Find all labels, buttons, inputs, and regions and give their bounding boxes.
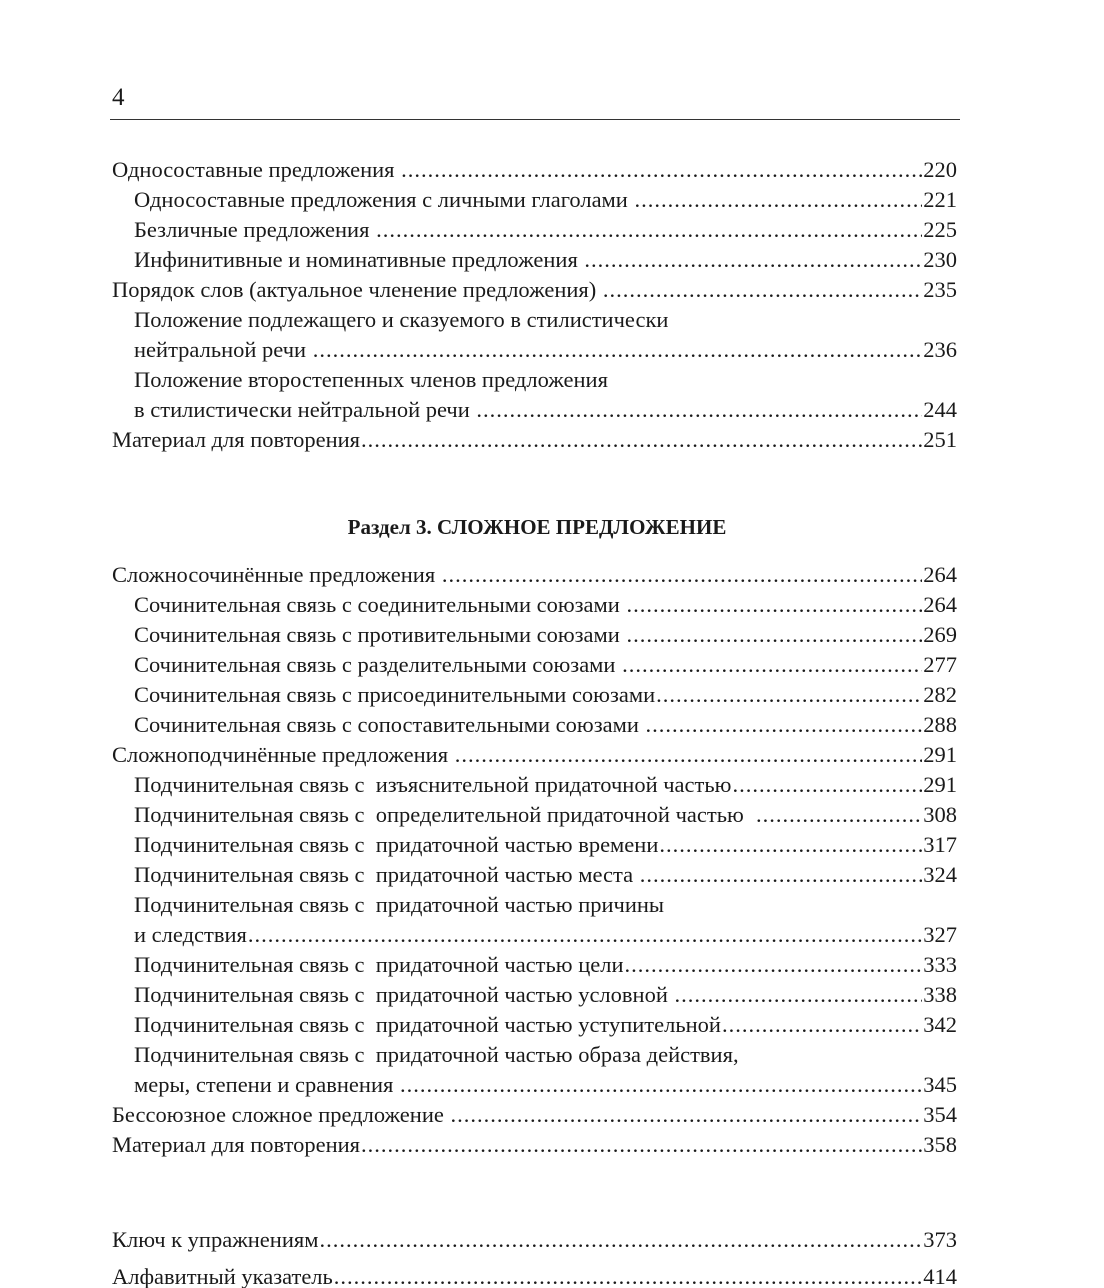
toc-entry-title: Сочинительная связь с разделительными союзами xyxy=(134,652,622,677)
dot-leader xyxy=(756,800,922,830)
toc-entry-title: Сложносочинённые предложения xyxy=(112,562,441,587)
dot-leader xyxy=(656,680,922,710)
toc-entry-page: 342 xyxy=(923,1012,957,1037)
dot-leader xyxy=(722,1010,922,1040)
toc-entry-title: Безличные предложения xyxy=(134,217,376,242)
dot-leader xyxy=(442,560,922,590)
toc-entry-title: Односоставные предложения xyxy=(112,157,401,182)
toc-entry-title: Сочинительная связь с соединительными союзами xyxy=(134,592,626,617)
toc-entry xyxy=(112,920,957,950)
toc-entry xyxy=(112,1258,957,1288)
toc-entry-page: 291 xyxy=(923,772,957,797)
toc-entry-title: Ключ к упражнениям xyxy=(112,1227,319,1252)
toc-entry-page: 327 xyxy=(923,922,957,947)
toc-entry-page: 244 xyxy=(923,397,957,422)
toc-entry xyxy=(112,215,957,245)
header-rule xyxy=(110,119,960,120)
toc-entry xyxy=(112,365,957,395)
toc-section-3 xyxy=(112,560,957,1160)
dot-leader xyxy=(625,950,923,980)
toc-entry-page: 221 xyxy=(923,187,957,212)
toc-entry-page: 333 xyxy=(923,952,957,977)
dot-leader xyxy=(376,215,922,245)
toc-entry-title: Односоставные предложения с личными глаголами xyxy=(134,187,634,212)
toc-entry-page: 230 xyxy=(923,247,957,272)
dot-leader xyxy=(319,1221,922,1258)
toc-entry-page: 308 xyxy=(923,802,957,827)
toc-entry xyxy=(112,155,957,185)
toc-entry-page: 317 xyxy=(923,832,957,857)
toc-entry xyxy=(112,680,957,710)
toc-entry-page: 358 xyxy=(923,1132,957,1157)
toc-entry xyxy=(112,395,957,425)
toc-entry xyxy=(112,245,957,275)
dot-leader xyxy=(400,1070,922,1100)
toc-entry xyxy=(112,1221,957,1258)
toc-entry-title: Подчинительная связь с придаточной частью времени xyxy=(134,832,659,857)
dot-leader xyxy=(450,1100,922,1130)
toc-entry-title: нейтральной речи xyxy=(134,337,312,362)
toc-entry xyxy=(112,560,957,590)
toc-entry-title: Подчинительная связь с придаточной частью уступительной xyxy=(134,1012,721,1037)
dot-leader xyxy=(626,620,922,650)
dot-leader xyxy=(659,830,922,860)
toc-entry-page: 288 xyxy=(923,712,957,737)
toc-entry xyxy=(112,830,957,860)
toc-entry-page: 282 xyxy=(923,682,957,707)
toc-entry-title: Подчинительная связь с придаточной частью места xyxy=(134,862,639,887)
dot-leader xyxy=(476,395,922,425)
toc-entry-title: Сочинительная связь с присоединительными союзами xyxy=(134,682,656,707)
dot-leader xyxy=(675,980,923,1010)
toc-entry-title: Бессоюзное сложное предложение xyxy=(112,1102,450,1127)
toc-entry xyxy=(112,1040,957,1070)
dot-leader xyxy=(634,185,922,215)
dot-leader xyxy=(248,920,922,950)
toc-entry-title: Подчинительная связь с придаточной частью условной xyxy=(134,982,674,1007)
toc-entry-title: Подчинительная связь с изъяснительной придаточной частью xyxy=(134,772,732,797)
dot-leader xyxy=(361,1130,922,1160)
toc-entry-title: Подчинительная связь с определительной придаточной частью xyxy=(134,802,756,827)
dot-leader xyxy=(646,710,923,740)
toc-entry xyxy=(112,275,957,305)
toc-entry-page: 373 xyxy=(923,1227,957,1252)
toc-entry-title: Алфавитный указатель xyxy=(112,1264,333,1288)
toc-entry-title: Подчинительная связь с придаточной частью причины xyxy=(134,892,665,917)
toc-entry-title: Порядок слов (актуальное членение предложения) xyxy=(112,277,602,302)
toc-entry-title: и следствия xyxy=(134,922,247,947)
toc-entry xyxy=(112,425,957,455)
toc-entry-page: 345 xyxy=(923,1072,957,1097)
toc-appendix xyxy=(112,1221,957,1288)
toc-entry-title: Материал для повторения xyxy=(112,427,361,452)
toc-entry xyxy=(112,620,957,650)
toc-entry-page: 291 xyxy=(923,742,957,767)
toc-entry xyxy=(112,185,957,215)
dot-leader xyxy=(640,860,923,890)
toc-entry-title: Положение второстепенных членов предложения xyxy=(134,367,608,392)
toc-entry xyxy=(112,335,957,365)
toc-entry-page: 264 xyxy=(923,562,957,587)
dot-leader xyxy=(584,245,922,275)
toc-entry-page: 414 xyxy=(923,1264,957,1288)
toc-entry xyxy=(112,1100,957,1130)
toc-entry-title: Сложноподчинённые предложения xyxy=(112,742,454,767)
toc-entry-page: 354 xyxy=(923,1102,957,1127)
toc-entry xyxy=(112,740,957,770)
toc-entry-title: Подчинительная связь с придаточной частью образа действия, xyxy=(134,1042,739,1067)
toc-entry xyxy=(112,1070,957,1100)
toc-entry-page: 236 xyxy=(923,337,957,362)
toc-entry xyxy=(112,590,957,620)
toc-entry xyxy=(112,710,957,740)
toc-entry-page: 269 xyxy=(923,622,957,647)
dot-leader xyxy=(313,335,923,365)
dot-leader xyxy=(626,590,922,620)
dot-leader xyxy=(603,275,922,305)
toc-entry-page: 235 xyxy=(923,277,957,302)
toc-entry-page: 264 xyxy=(923,592,957,617)
dot-leader xyxy=(361,425,922,455)
toc-entry xyxy=(112,950,957,980)
toc-entry-page: 338 xyxy=(923,982,957,1007)
toc-entry-title: Сочинительная связь с сопоставительными союзами xyxy=(134,712,645,737)
section-heading: Раздел 3. СЛОЖНОЕ ПРЕДЛОЖЕНИЕ xyxy=(347,515,727,539)
toc-entry xyxy=(112,980,957,1010)
dot-leader xyxy=(732,770,922,800)
toc-entry-title: в стилистически нейтральной речи xyxy=(134,397,476,422)
toc-entry-title: Сочинительная связь с противительными союзами xyxy=(134,622,626,647)
toc-entry xyxy=(112,1010,957,1040)
toc-entry-title: Подчинительная связь с придаточной частью цели xyxy=(134,952,624,977)
dot-leader xyxy=(401,155,922,185)
dot-leader xyxy=(334,1258,922,1288)
dot-leader xyxy=(455,740,923,770)
toc-entry-title: Положение подлежащего и сказуемого в стилистически xyxy=(134,307,669,332)
toc-section-2-continued xyxy=(112,155,957,455)
toc-entry-page: 277 xyxy=(923,652,957,677)
toc-entry xyxy=(112,305,957,335)
dot-leader xyxy=(622,650,922,680)
toc-entry xyxy=(112,800,957,830)
toc-entry-page: 324 xyxy=(923,862,957,887)
toc-entry xyxy=(112,770,957,800)
toc-entry-page: 225 xyxy=(923,217,957,242)
toc-entry xyxy=(112,650,957,680)
toc-entry xyxy=(112,1130,957,1160)
toc-entry-title: Материал для повторения xyxy=(112,1132,361,1157)
toc-entry-page: 251 xyxy=(923,427,957,452)
toc-entry xyxy=(112,860,957,890)
toc-entry xyxy=(112,890,957,920)
toc-entry-title: Инфинитивные и номинативные предложения xyxy=(134,247,584,272)
page-number: 4 xyxy=(112,84,125,111)
toc-entry-page: 220 xyxy=(923,157,957,182)
toc-entry-title: меры, степени и сравнения xyxy=(134,1072,399,1097)
